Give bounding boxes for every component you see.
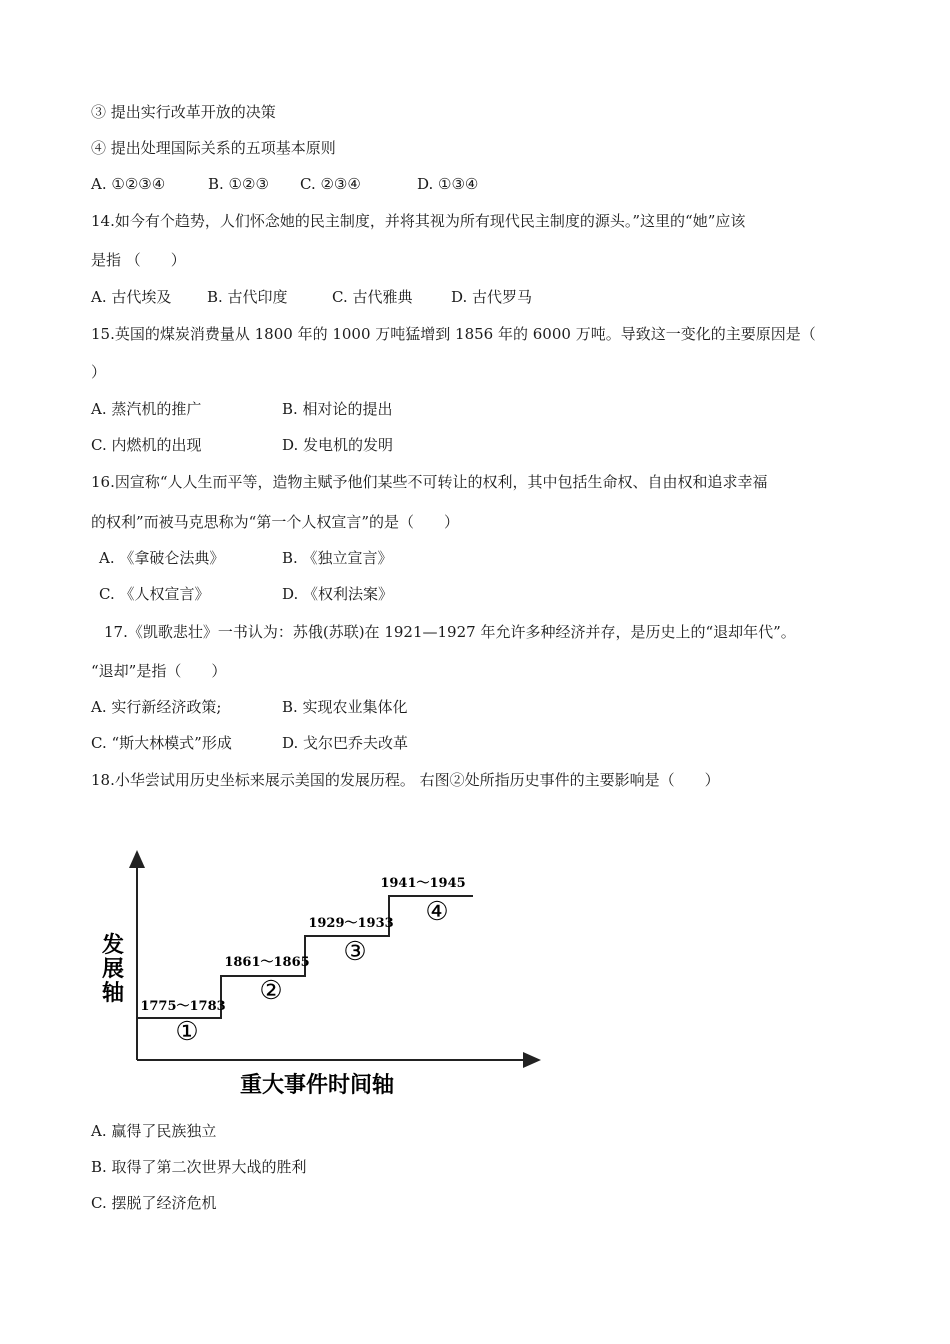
step-3-period: 1929～1933 <box>308 916 394 931</box>
q14-stem-cont: 是指 （ ） <box>91 251 186 269</box>
step-1-period: 1775～1783 <box>140 999 226 1014</box>
q15-stem: 15.英国的煤炭消费量从 1800 年的 1000 万吨猛增到 1856 年的 6000 万吨。导致这一变化的主要原因是（ <box>91 325 816 343</box>
q14-stem: 14.如今有个趋势，人们怀念她的民主制度，并将其视为所有现代民主制度的源头。”这里的“她”应该 <box>91 212 746 230</box>
q16-option-b: B. 《独立宣言》 <box>282 549 393 567</box>
step-3-marker: ③ <box>343 937 367 967</box>
statement-4: ④ 提出处理国际关系的五项基本原则 <box>91 139 336 157</box>
q13-option-a: A. ①②③④ <box>91 175 166 193</box>
q15-option-d: D. 发电机的发明 <box>282 436 394 454</box>
q15-option-c: C. 内燃机的出现 <box>91 436 202 454</box>
q17-option-c: C. “斯大林模式”形成 <box>91 734 232 752</box>
q16-option-a: A. 《拿破仑法典》 <box>99 549 225 567</box>
q16-option-c: C. 《人权宣言》 <box>99 585 210 603</box>
y-axis-label-3: 轴 <box>101 981 125 1006</box>
q16-option-d: D. 《权利法案》 <box>282 585 394 603</box>
q18-option-b: B. 取得了第二次世界大战的胜利 <box>91 1158 307 1176</box>
q15-option-b: B. 相对论的提出 <box>282 400 393 418</box>
q13-option-d: D. ①③④ <box>417 175 479 193</box>
q17-stem: 17.《凯歌悲壮》一书认为：苏俄(苏联)在 1921—1927 年允许多种经济并存，是历史上的“退却年代”。 <box>104 623 796 641</box>
x-axis-label: 重大事件时间轴 <box>239 1073 395 1098</box>
q17-option-a: A. 实行新经济政策; <box>91 698 222 716</box>
development-figure <box>95 850 555 1100</box>
step-1-marker: ① <box>175 1017 199 1047</box>
q15-stem-cont: ） <box>91 363 107 381</box>
statement-3: ③ 提出实行改革开放的决策 <box>91 103 276 121</box>
q14-option-a: A. 古代埃及 <box>91 288 172 306</box>
step-2-marker: ② <box>259 976 283 1006</box>
q14-option-b: B. 古代印度 <box>207 288 288 306</box>
step-4-period: 1941～1945 <box>380 876 466 891</box>
step-2-period: 1861～1865 <box>224 955 310 970</box>
q18-stem: 18.小华尝试用历史坐标来展示美国的发展历程。 右图②处所指历史事件的主要影响是（ ） <box>91 771 720 789</box>
q18-option-a: A. 赢得了民族独立 <box>91 1122 217 1140</box>
q14-option-c: C. 古代雅典 <box>332 288 413 306</box>
q16-stem: 16.因宣称“人人生而平等，造物主赋予他们某些不可转让的权利，其中包括生命权、自由权和追求幸福 <box>91 473 768 491</box>
q17-option-b: B. 实现农业集体化 <box>282 698 408 716</box>
q14-option-d: D. 古代罗马 <box>451 288 533 306</box>
q17-stem-cont: “退却”是指（ ） <box>91 662 227 680</box>
q16-stem-cont: 的权利”而被马克思称为“第一个人权宣言”的是（ ） <box>91 513 460 531</box>
q18-option-c: C. 摆脱了经济危机 <box>91 1194 217 1212</box>
q13-option-c: C. ②③④ <box>300 175 361 193</box>
q17-option-d: D. 戈尔巴乔夫改革 <box>282 734 409 752</box>
q15-option-a: A. 蒸汽机的推广 <box>91 400 202 418</box>
step-4-marker: ④ <box>425 897 449 927</box>
y-axis-label-1: 发 <box>101 933 125 958</box>
q13-option-b: B. ①②③ <box>208 175 269 193</box>
y-axis-label-2: 展 <box>101 957 125 982</box>
